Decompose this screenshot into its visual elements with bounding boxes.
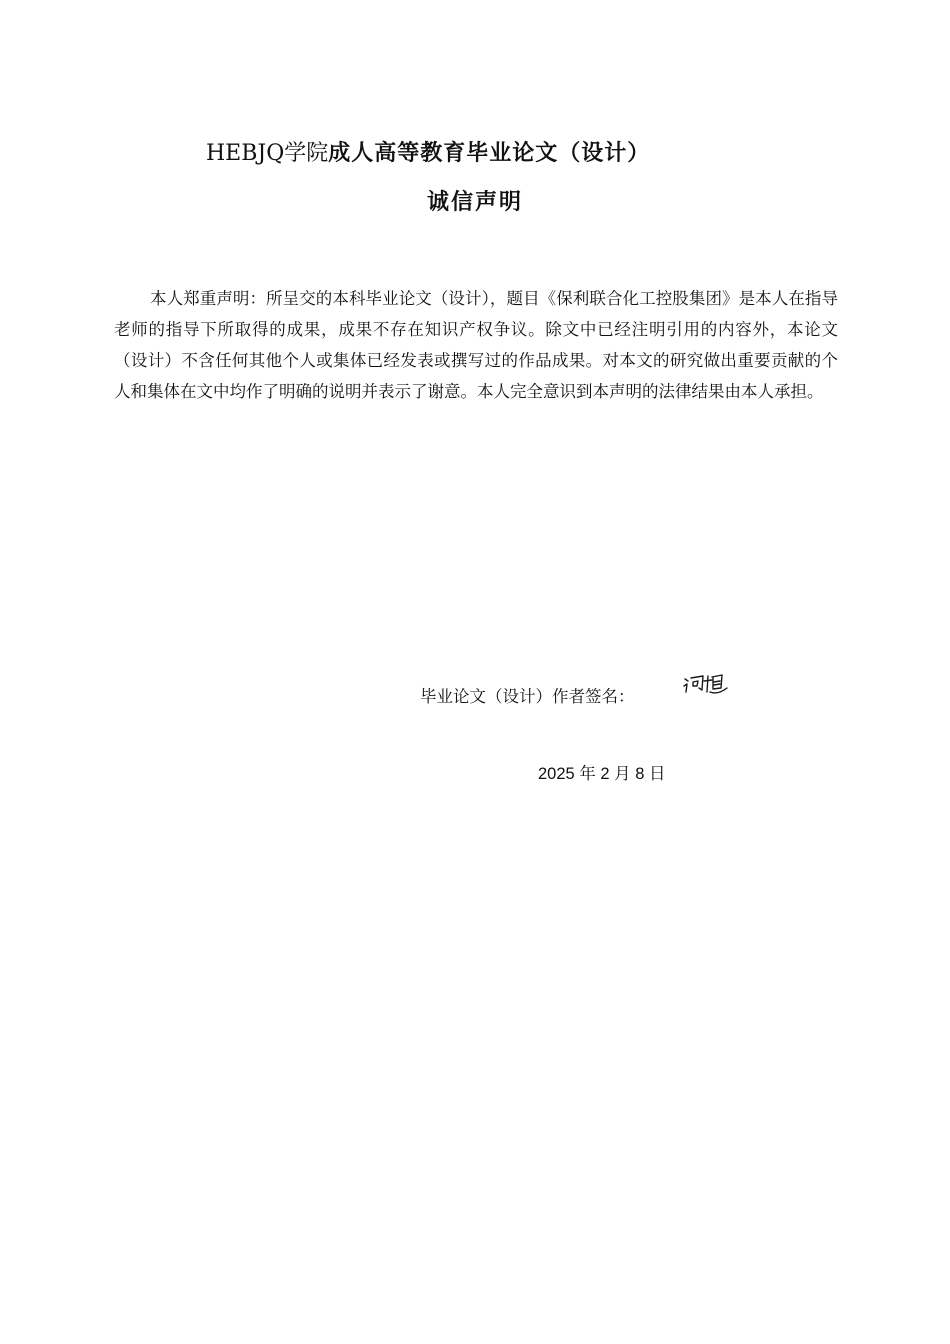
title-institution: HEBJQ学院 xyxy=(206,141,329,166)
document-subtitle: 诚信声明 xyxy=(426,190,523,215)
signature-label: 毕业论文（设计）作者签名： xyxy=(420,687,635,706)
document-title xyxy=(0,136,950,172)
handwritten-signature xyxy=(682,670,730,700)
title-main: 成人高等教育毕业论文（设计） xyxy=(328,141,651,166)
signature-date: 2025 年 2 月 8 日 xyxy=(538,765,666,783)
declaration-body: 本人郑重声明：所呈交的本科毕业论文（设计），题目《保利联合化工控股集团》是本人在指导老师的指导下所取得的成果，成果不存在知识产权争议。除文中已经注明引用的内容外，本论文（设计）不含任何其他个人或集体已经发表或撰写过的作品成果。对本文的研究做出重要贡献的个人和集体在文中均作了明确的说明并表示了谢意。本人完全意识到本声明的法律结果由本人承担。 xyxy=(114,289,838,401)
